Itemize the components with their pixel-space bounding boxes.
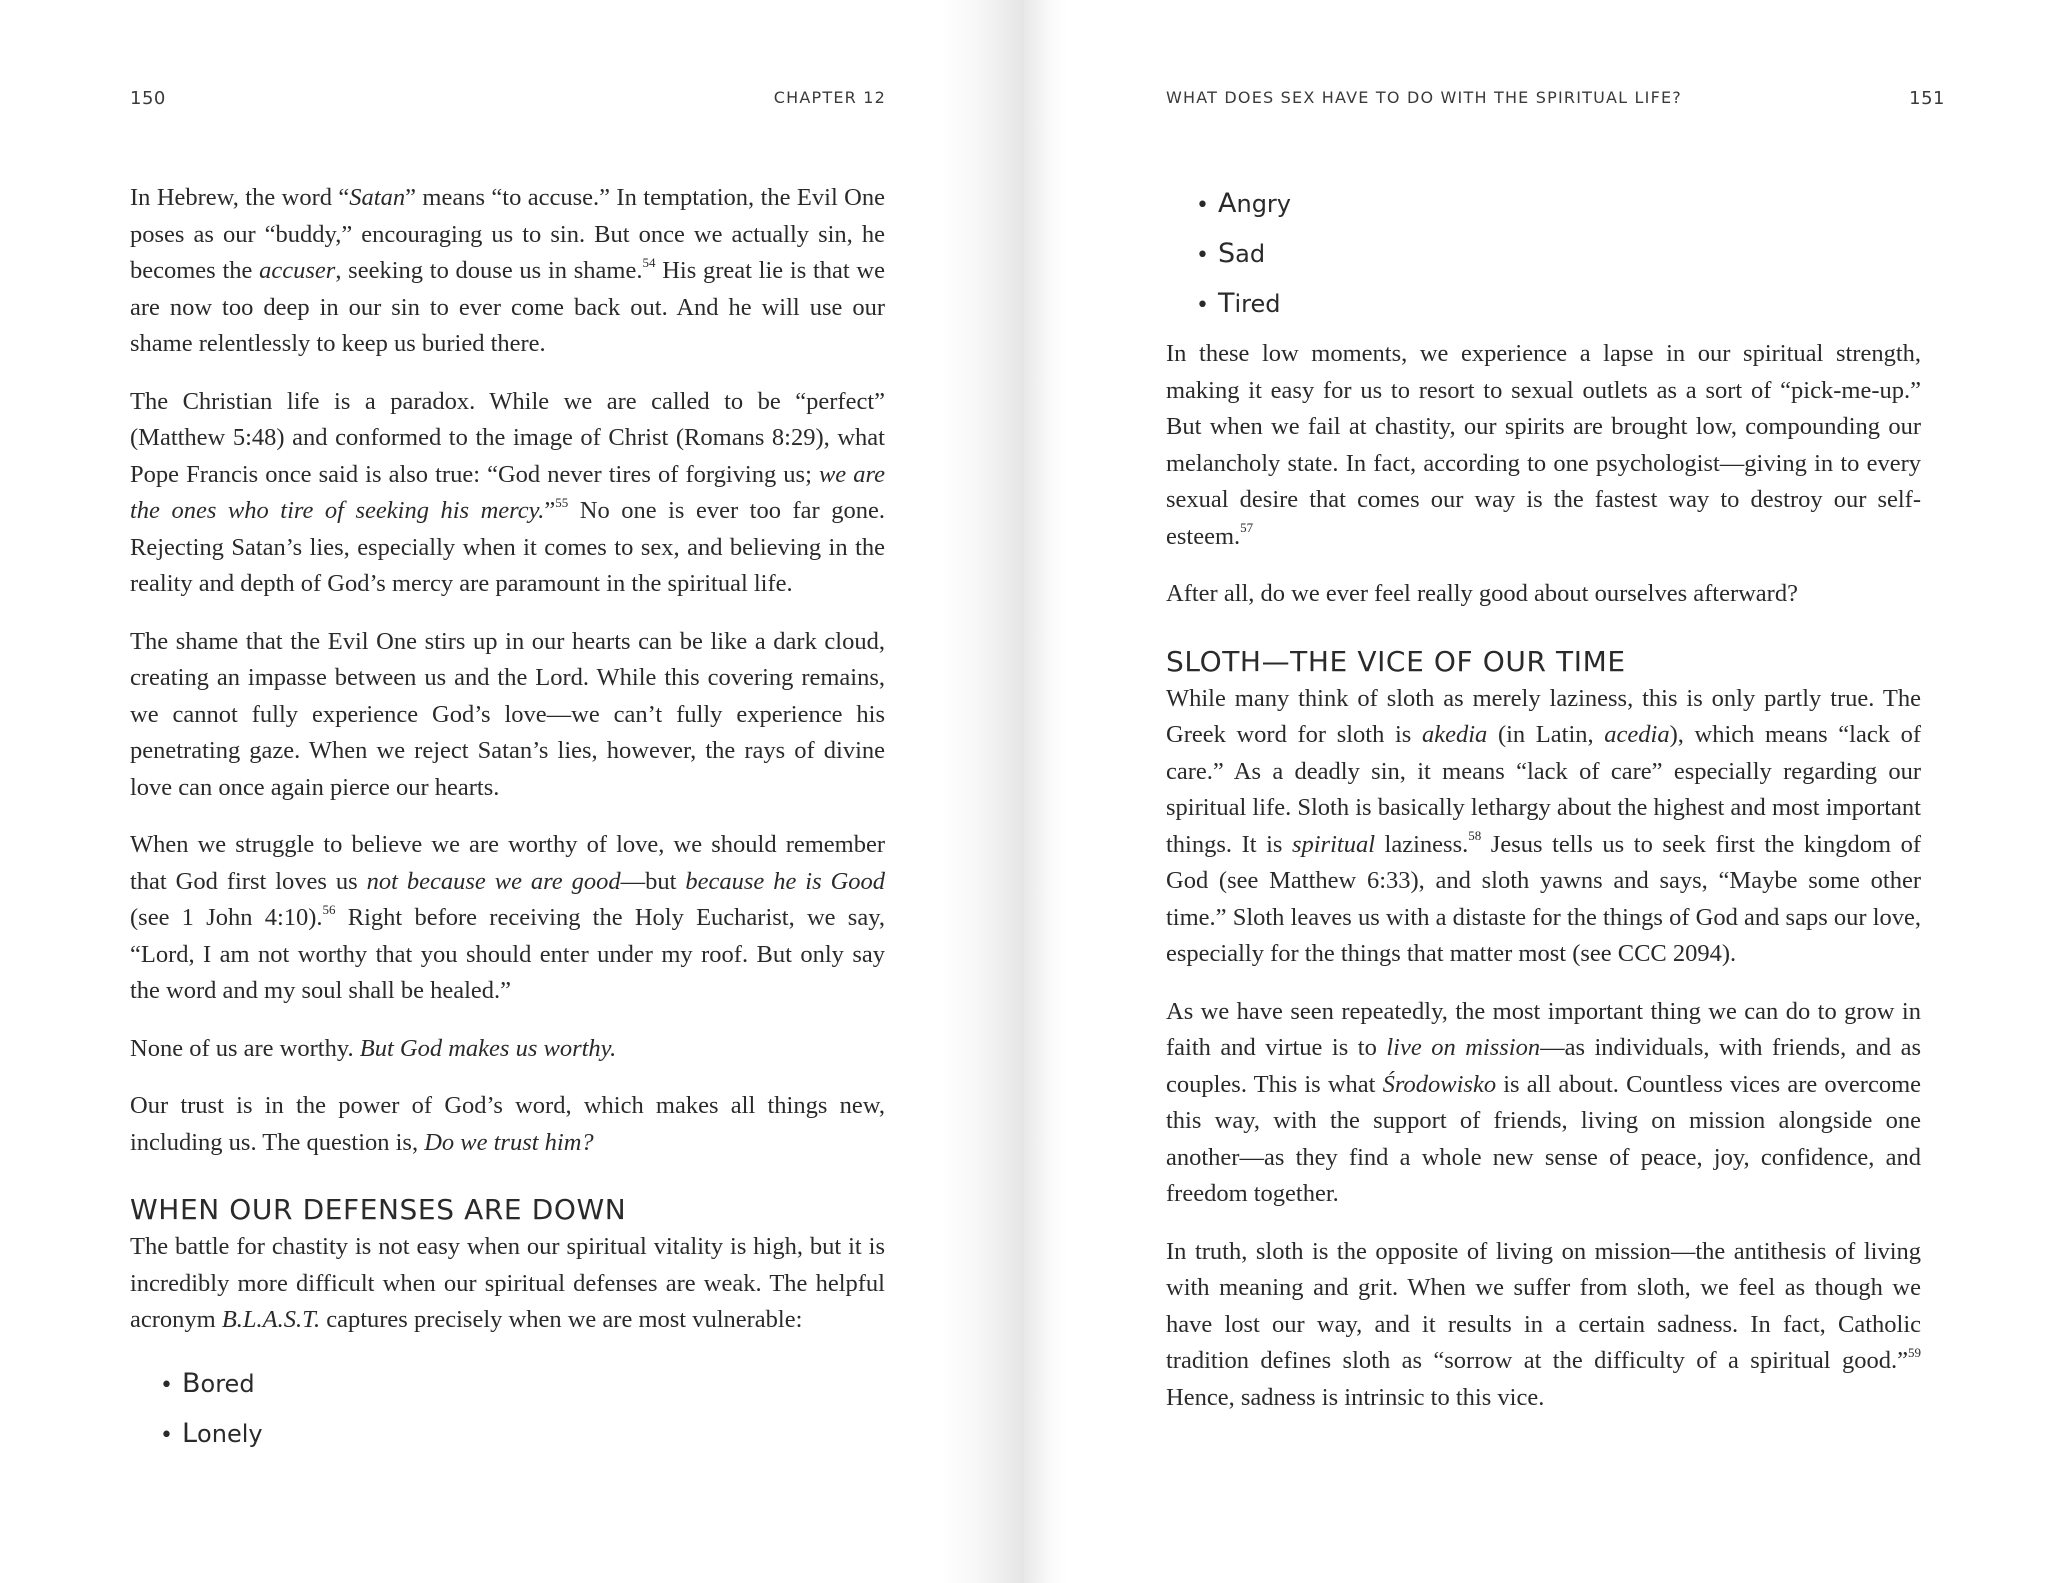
text-run: —but bbox=[620, 867, 686, 895]
left-text-column bbox=[130, 180, 885, 1466]
paragraph bbox=[1166, 994, 1921, 1213]
footnote-marker: 59 bbox=[1908, 1344, 1921, 1360]
list-item-text: ngry bbox=[1236, 190, 1291, 218]
italic-text: acedia bbox=[1604, 721, 1670, 748]
list-item bbox=[1196, 280, 1921, 330]
italic-text: Satan bbox=[349, 184, 406, 211]
paragraph bbox=[130, 180, 885, 363]
text-run: Our trust is in the power of God’s word, which makes all things new, including us. The question is, bbox=[130, 1092, 885, 1156]
italic-text: not because we are good bbox=[366, 867, 621, 895]
footnote-marker: 58 bbox=[1468, 828, 1482, 844]
italic-text: spiritual bbox=[1291, 830, 1376, 858]
italic-text: accuser bbox=[259, 257, 336, 284]
paragraph bbox=[130, 384, 885, 603]
acronym-letter: B bbox=[182, 1367, 201, 1399]
text-run: ” bbox=[544, 497, 556, 524]
text-run: , seeking to douse us in shame. bbox=[335, 257, 643, 284]
text-run: ” means “to accuse.” In temptation, the Evil One poses as our “buddy,” encouraging us to sin. But once we actually sin, he becomes the bbox=[130, 184, 885, 284]
text-run: In these low moments, we experience a lapse in our spiritual strength, making it easy for us to resort to sexual outlets as a sort of “pick-me-up.” But when we fail at chastity, our spirits are brought low, compounding our melancholy state. In fact, according to one psychologist—giving in to every sexual desire that comes our way is the fastest way to destroy our self-esteem. bbox=[1166, 340, 1921, 550]
text-run: When we struggle to believe we are worthy of love, we should remember that God first loves us bbox=[130, 831, 885, 895]
running-head-right: WHAT DOES SEX HAVE TO DO WITH THE SPIRITUAL LIFE? bbox=[1166, 88, 1682, 107]
italic-text: But God makes us worthy. bbox=[359, 1034, 617, 1062]
text-run: (see 1 John 4:10). bbox=[130, 904, 323, 931]
acronym-letter: S bbox=[1218, 238, 1236, 269]
list-item-text: ad bbox=[1235, 240, 1266, 268]
running-head-left: CHAPTER 12 bbox=[773, 88, 886, 107]
bullet-icon: • bbox=[160, 1422, 173, 1448]
gutter-shadow bbox=[940, 0, 1024, 1583]
paragraph bbox=[130, 827, 885, 1010]
section-heading: SLOTH—THE VICE OF OUR TIME bbox=[1166, 644, 1626, 678]
italic-text: Środowisko bbox=[1382, 1070, 1497, 1098]
acronym-letter: A bbox=[1218, 188, 1237, 219]
text-run: As we have seen repeatedly, the most important thing we can do to grow in faith and virtue is to bbox=[1166, 997, 1921, 1061]
bullet-icon: • bbox=[160, 1372, 173, 1398]
acronym-letter: L bbox=[182, 1417, 198, 1449]
right-page bbox=[1024, 0, 2048, 1583]
list-item bbox=[1196, 230, 1921, 280]
right-text-column bbox=[1166, 180, 1921, 1437]
list-item-text: ored bbox=[200, 1369, 255, 1398]
text-run: While many think of sloth as merely laziness, this is only partly true. The Greek word for sloth is bbox=[1166, 684, 1921, 748]
text-run: Hence, sadness is intrinsic to this vice. bbox=[1166, 1383, 1545, 1411]
list-item-text: onely bbox=[197, 1419, 263, 1448]
text-run: laziness. bbox=[1375, 830, 1469, 858]
page-number-right: 151 bbox=[1909, 88, 1945, 109]
text-run: captures precisely when we are most vulnerable: bbox=[320, 1306, 803, 1333]
italic-text: live on mission bbox=[1386, 1034, 1541, 1061]
bullet-icon: • bbox=[1196, 243, 1209, 268]
list-item bbox=[160, 1410, 885, 1460]
paragraph bbox=[130, 1031, 885, 1068]
list-item bbox=[1196, 180, 1921, 230]
text-run: In truth, sloth is the opposite of living on mission—the antithesis of living with meaning and grit. When we suffer from sloth, we feel as though we have lost our way, and it results in a certain sadness. In fact, Catholic tradition defines sloth as “sorrow at the difficulty of a spiritual good.” bbox=[1166, 1237, 1921, 1374]
paragraph bbox=[130, 1229, 885, 1339]
text-run: No one is ever too far gone. Rejecting Satan’s lies, especially when it comes to sex, and believing in the reality and depth of God’s mercy are paramount in the spiritual life. bbox=[130, 497, 885, 597]
text-run: (in Latin, bbox=[1487, 721, 1605, 748]
text-run: His great lie is that we are now too deep in our sin to ever come back out. And he will use our shame relentlessly to keep us buried there. bbox=[130, 257, 885, 357]
bullet-icon: • bbox=[1196, 193, 1209, 218]
acronym-letter: T bbox=[1218, 288, 1235, 319]
text-run: None of us are worthy. bbox=[130, 1034, 360, 1062]
text-run: Jesus tells us to seek first the kingdom of God (see Matthew 6:33), and sloth yawns and says, “Maybe some other time.” Sloth leaves us with a distaste for the things of God and saps our love, especially for the things that matter most (see CCC 2094). bbox=[1166, 830, 1921, 967]
text-run: is all about. Countless vices are overcome this way, with the support of friends, living on mission alongside one another—as they find a whole new sense of peace, joy, confidence, and freedom together. bbox=[1166, 1070, 1922, 1207]
text-run: ), which means “lack of care.” As a deadly sin, it means “lack of care” especially regarding our spiritual life. Sloth is basically lethargy about the highest and most important things. It is bbox=[1166, 721, 1922, 858]
list-item bbox=[160, 1360, 885, 1410]
footnote-marker: 55 bbox=[555, 494, 569, 510]
footnote-marker: 56 bbox=[322, 901, 336, 917]
paragraph: After all, do we ever feel really good about ourselves afterward? bbox=[1166, 580, 1798, 607]
text-run: The Christian life is a paradox. While we are called to be “perfect” (Matthew 5:48) and conformed to the image of Christ (Romans 8:29), what Pope Francis once said is also true: “God never tires of forgiving us; bbox=[130, 387, 885, 488]
paragraph bbox=[1166, 1234, 1921, 1417]
text-run: The battle for chastity is not easy when our spiritual vitality is high, but it is incredibly more difficult when our spiritual defenses are weak. The helpful acronym bbox=[130, 1233, 885, 1333]
text-run: In Hebrew, the word “ bbox=[130, 184, 350, 211]
italic-text: because he is Good bbox=[685, 867, 886, 895]
footnote-marker: 57 bbox=[1240, 520, 1254, 536]
italic-text: B.L.A.S.T. bbox=[221, 1306, 321, 1333]
bullet-icon: • bbox=[1196, 293, 1209, 318]
section-heading: WHEN OUR DEFENSES ARE DOWN bbox=[130, 1193, 627, 1226]
paragraph bbox=[130, 1088, 885, 1161]
text-run: —as individuals, with friends, and as couples. This is what bbox=[1166, 1034, 1921, 1098]
paragraph: The shame that the Evil One stirs up in our hearts can be like a dark cloud, creating an impasse between us and the Lord. While this covering remains, we cannot fully experience God’s love—we can’t fully experience his penetrating gaze. When we reject Satan’s lies, however, the rays of divine love can once again pierce our hearts. bbox=[130, 627, 885, 801]
footnote-marker: 54 bbox=[642, 254, 656, 270]
italic-text: Do we trust him? bbox=[424, 1128, 594, 1156]
italic-text: akedia bbox=[1421, 721, 1488, 748]
acronym-list bbox=[1166, 180, 1921, 330]
paragraph bbox=[1166, 336, 1921, 555]
gutter-shadow bbox=[1024, 0, 1068, 1583]
list-item-text: ired bbox=[1234, 290, 1281, 318]
italic-text: we are the ones who tire of seeking his mercy. bbox=[130, 460, 885, 524]
text-run: Right before receiving the Holy Eucharist, we say, “Lord, I am not worthy that you should enter under my roof. But only say the word and my soul shall be healed.” bbox=[130, 904, 885, 1004]
page-number-left: 150 bbox=[130, 88, 166, 109]
acronym-list bbox=[130, 1360, 885, 1460]
paragraph bbox=[1166, 681, 1921, 973]
